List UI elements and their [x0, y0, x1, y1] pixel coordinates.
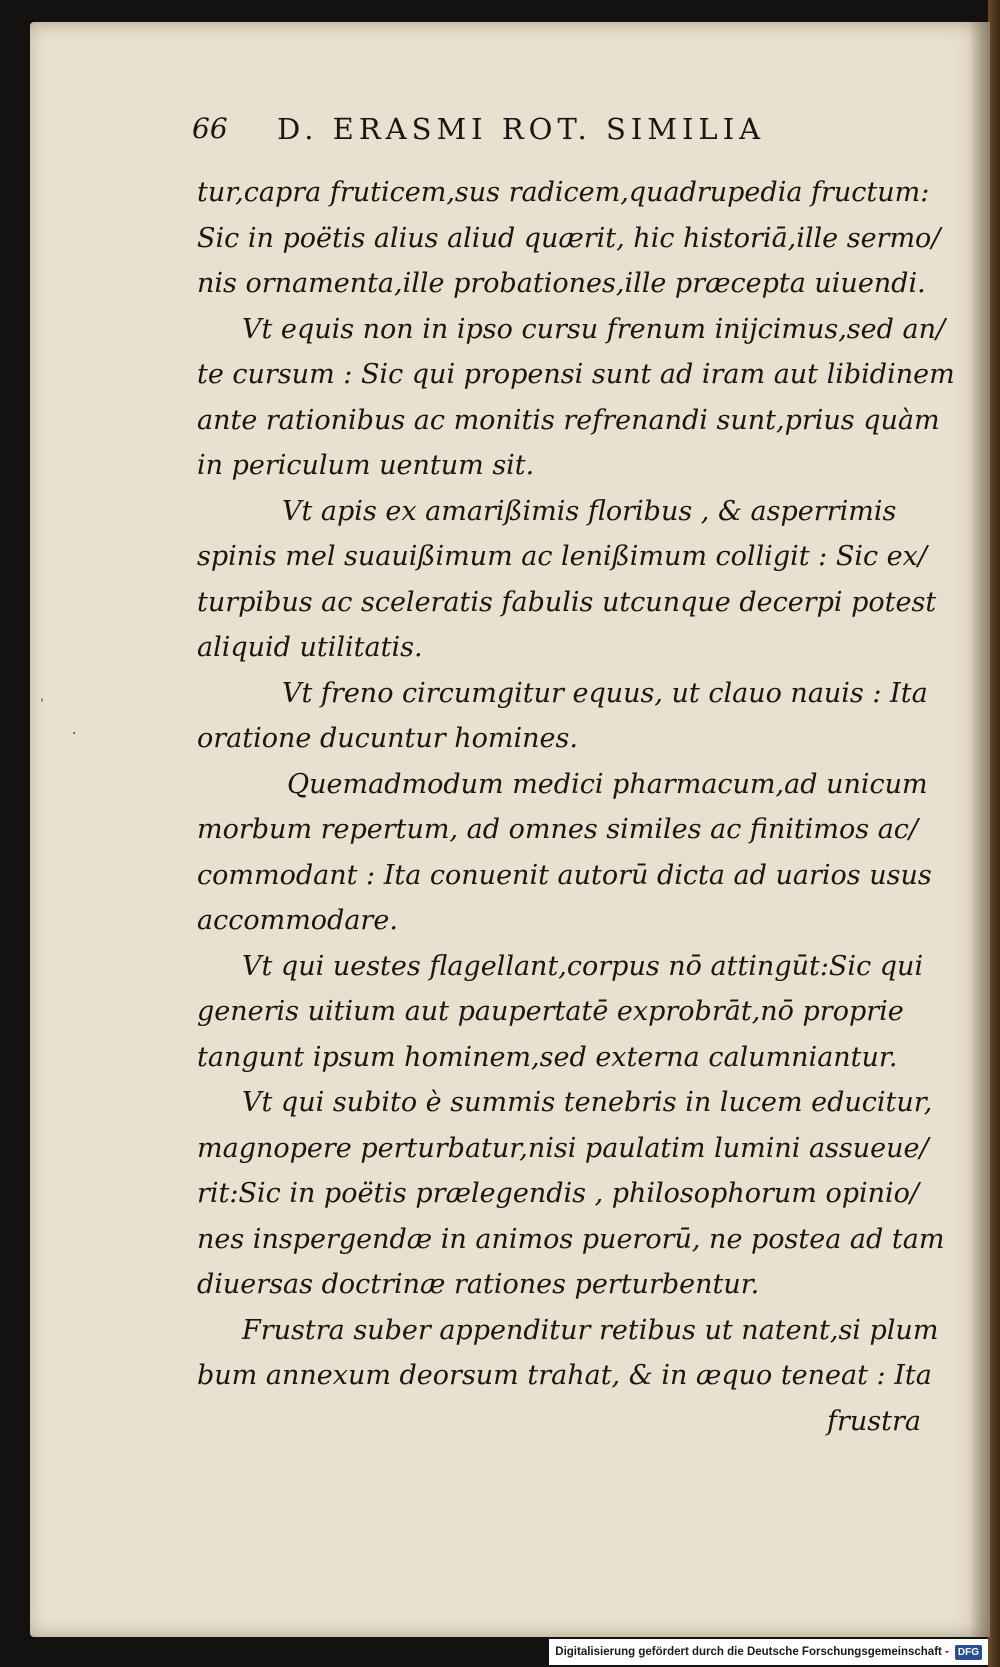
- text-line: Vt qui subito è summis tenebris in lucem educitur,: [242, 1087, 933, 1118]
- text-line: bum annexum deorsum trahat, & in æquo teneat : Ita: [197, 1360, 932, 1391]
- catchword: frustra: [827, 1405, 921, 1437]
- paragraph: [197, 1080, 945, 1308]
- paragraph: [197, 671, 927, 762]
- paragraph: [197, 307, 955, 489]
- text-line: nes inspergendæ in animos puerorū, ne postea ad tam: [197, 1223, 945, 1255]
- margin-mark: ˌ: [40, 688, 44, 704]
- page-number: 66: [192, 112, 228, 145]
- paragraph: [197, 944, 927, 1081]
- text-line: Quemadmodum medici pharmacum,ad unicum: [287, 768, 928, 800]
- text-line: tur,capra fruticem,sus radicem,quadrupedia fructum:: [197, 177, 930, 208]
- text-line: oratione ducuntur homines.: [197, 723, 578, 754]
- text-line: te cursum : Sic qui propensi sunt ad iram aut libidinem: [197, 359, 955, 390]
- paragraph: [197, 1308, 939, 1399]
- footer-credit: Digitalisierung gefördert durch die Deutsche Forschungsgemeinschaft -: [555, 1646, 949, 1658]
- body-text: [197, 170, 955, 1444]
- text-line: spinis mel suauißimum ac lenißimum colligit : Sic ex/: [197, 541, 927, 572]
- text-line: turpibus ac sceleratis fabulis utcunque decerpi potest: [197, 586, 937, 618]
- text-line: aliquid utilitatis.: [197, 632, 423, 663]
- digitization-footer: [549, 1639, 988, 1665]
- dfg-logo-icon: DFG: [955, 1645, 982, 1660]
- text-line: nis ornamenta,ille probationes,ille præcepta uiuendi.: [197, 268, 926, 299]
- text-line: ante rationibus ac monitis refrenandi sunt,prius quàm: [197, 404, 940, 436]
- text-line: Vt qui uestes flagellant,corpus nō attingūt:Sic qui: [242, 950, 924, 982]
- text-line: Vt freno circumgitur equus, ut clauo nauis : Ita: [282, 677, 928, 709]
- text-line: tangunt ipsum hominem,sed externa calumniantur.: [197, 1041, 898, 1073]
- text-line: accommodare.: [197, 905, 398, 936]
- page-gutter-shadow: [970, 22, 990, 1637]
- text-line: Vt equis non in ipso cursu frenum inijcimus,sed an/: [242, 313, 946, 345]
- text-line: Vt apis ex amarißimis floribus , & asperrimis: [282, 495, 897, 527]
- text-line: rit:Sic in poëtis prælegendis , philosophorum opinio/: [197, 1178, 919, 1209]
- text-line: morbum repertum, ad omnes similes ac finitimos ac/: [197, 814, 919, 845]
- paragraph: [197, 489, 937, 671]
- paragraph: [197, 170, 941, 307]
- text-line: generis uitium aut paupertatē exprobrāt,nō proprie: [197, 996, 904, 1027]
- text-line: Frustra suber appenditur retibus ut natent,si plum: [242, 1314, 939, 1346]
- margin-mark: ·: [72, 726, 77, 742]
- page-header: [192, 112, 912, 152]
- running-head: D. ERASMI ROT. SIMILIA: [277, 112, 766, 146]
- paragraph: [197, 762, 932, 944]
- text-line: diuersas doctrinæ rationes perturbentur.: [197, 1269, 760, 1300]
- text-line: Sic in poëtis alius aliud quærit, hic historiā,ille sermo/: [197, 222, 941, 254]
- text-line: magnopere perturbatur,nisi paulatim lumini assueue/: [197, 1132, 929, 1164]
- text-line: in periculum uentum sit.: [197, 450, 535, 481]
- text-line: commodant : Ita conuenit autorū dicta ad uarios usus: [197, 859, 932, 891]
